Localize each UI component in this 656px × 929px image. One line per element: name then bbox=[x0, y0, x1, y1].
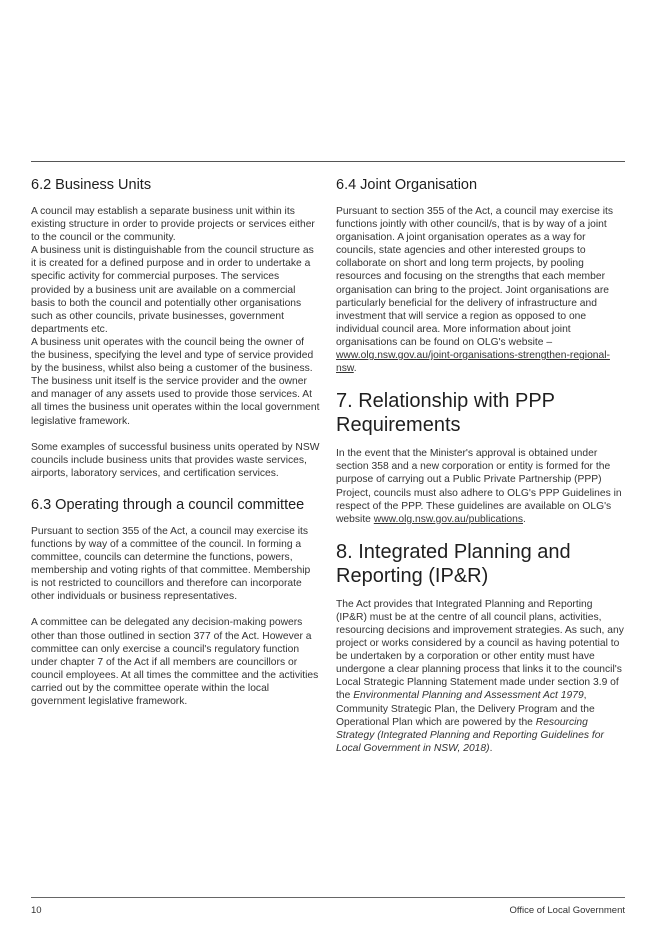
section-ipr bbox=[336, 540, 625, 755]
section-joint-organisation bbox=[336, 176, 625, 375]
paragraph: A business unit operates with the council being the owner of the business, specifying the level and type of service provided by the business, whilst also being a customer of the business. The business unit itself is the service provider and the owner and manager of any assets used to provide those services. At all times the business unit operates within the local government legislative framework. bbox=[31, 336, 320, 427]
joint-organisations-link[interactable]: www.olg.nsw.gov.au/joint-organisations-strengthen-regional-nsw bbox=[336, 350, 610, 375]
paragraph: Pursuant to section 355 of the Act, a council may exercise its functions jointly with other council/s, that is by way of a joint organisation. A joint organisation operates as a way for councils, state agencies and other interested groups to collaborate on short and long term projects, by pooling resources and focusing on the strengths that each member organisation can bring to the project. Joint organisations are particularly beneficial for the delivery of infrastructure and investment that will service a region as opposed to one individual council area. More information about joint organisations can be found on OLG's website – www.olg.nsw.gov.au/joint-organisations-strengthen-regional-nsw. bbox=[336, 206, 614, 375]
section-ppp-requirements bbox=[336, 389, 625, 526]
right-column bbox=[336, 176, 625, 771]
section-heading-6-4: 6.4 Joint Organisation bbox=[336, 177, 478, 193]
paragraph: A council may establish a separate business unit within its existing structure in order to provide projects or services either to the council or the community. bbox=[31, 206, 315, 244]
header-rule bbox=[31, 161, 625, 162]
section-heading-7: 7. Relationship with PPP Requirements bbox=[336, 390, 555, 437]
page-number: 10 bbox=[31, 905, 42, 916]
publications-link[interactable]: www.olg.nsw.gov.au/publications bbox=[373, 513, 523, 525]
paragraph: A committee can be delegated any decision-making powers other than those outlined in section 377 of the Act. However a committee can only exercise a council's regulatory function under chapter 7 of the Act if all members are councillors or council employees. At all times the committee and the activities carried out by the committee operate within the local government legislative framework. bbox=[31, 617, 319, 707]
footer-rule bbox=[31, 897, 625, 898]
section-heading-8: 8. Integrated Planning and Reporting (IP&R) bbox=[336, 540, 571, 587]
section-council-committee bbox=[31, 496, 320, 708]
left-column bbox=[31, 176, 320, 724]
paragraph: Some examples of successful business units operated by NSW councils include business units that provides waste services, airports, laboratory services, and certification services. bbox=[31, 441, 320, 479]
section-heading-6-2: 6.2 Business Units bbox=[31, 177, 152, 193]
paragraph: In the event that the Minister's approval is obtained under section 358 and a new corporation or entity is formed for the purpose of carrying out a Public Private Partnership (PPP) Project, councils must also adhere to OLG's PPP Guidelines in respect of the PPP. These guidelines are available on OLG's website www.olg.nsw.gov.au/publications. bbox=[336, 448, 622, 525]
section-heading-6-3: 6.3 Operating through a council committee bbox=[31, 496, 305, 513]
section-business-units bbox=[31, 176, 320, 480]
paragraph: The Act provides that Integrated Planning and Reporting (IP&R) must be at the centre of all council plans, activities, resourcing decisions and improvement strategies. As such, any project or works considered by a council as having potential to be undertaken by a corporation or other entity must have undergone a clear planning process that links it to the council's Local Strategic Planning Statement made under section 3.9 of the Environmental Planning and Assessment Act 1979, Community Strategic Plan, the Delivery Program and the Operational Plan which are powered by the Resourcing Strategy (Integrated Planning and Reporting Guidelines for Local Government in NSW, 2018). bbox=[336, 598, 624, 754]
paragraph: A business unit is distinguishable from the council structure as it is created for a defined purpose and in order to undertake a specific activity for commercial purposes. The services provided by a business unit are available on a commercial basis to both the council and potentially other organisations such as other councils, private businesses, government departments etc. bbox=[31, 245, 314, 335]
paragraph: Pursuant to section 355 of the Act, a council may exercise its functions by way of a committee of the council. In forming a committee, councils can determine the functions, powers, membership and voting rights of that committee. Membership is not restricted to councillors and therefore can incorporate other individuals or business representatives. bbox=[31, 525, 311, 603]
footer-organisation: Office of Local Government bbox=[509, 905, 625, 916]
